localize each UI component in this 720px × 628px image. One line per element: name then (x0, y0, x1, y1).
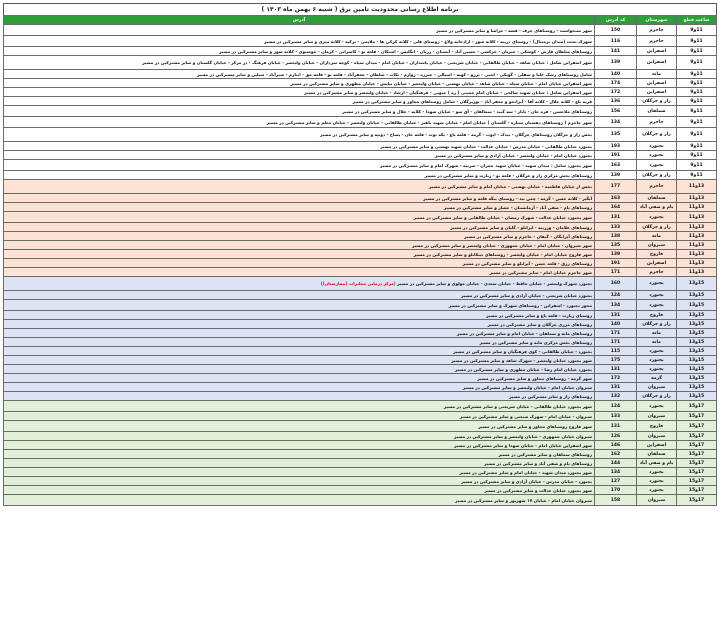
cell-time: 15و13 (677, 383, 717, 392)
cell-city: بجنورد (637, 151, 677, 160)
cell-address: روستاهای بام و صفی آباد و سایر مشترکین در مسیر (4, 459, 595, 468)
cell-time: 17و15 (677, 421, 717, 432)
cell-code: 163 (595, 194, 637, 203)
cell-address: شهر بجنورد خیابان ولیعصر - شهرک شاهد و سایر مشترکین در مسیر (4, 356, 595, 365)
cell-address: شهر بجنورد شامل : میدان شهید - خیابان شهید چمران - سرتپه - شهرک امام و سایر مشترکین در مسیر (4, 160, 595, 171)
cell-code: 140 (595, 320, 637, 329)
cell-time: 15و13 (677, 277, 717, 291)
cell-time: 13و11 (677, 250, 717, 259)
cell-time: 15و13 (677, 347, 717, 356)
cell-address: شهر گرمه - روستاهای مجاور و سایر مشترکین در مسیر (4, 374, 595, 383)
cell-code: 131 (595, 212, 637, 223)
cell-city: اسفراین (637, 56, 677, 70)
table-row (4, 338, 717, 347)
table-row (4, 459, 717, 468)
cell-code: 156 (595, 106, 637, 117)
cell-time: 15و13 (677, 291, 717, 300)
cell-city: راز و جرگلان (637, 97, 677, 106)
cell-city: بام و صفی آباد (637, 459, 677, 468)
cell-code: 158 (595, 495, 637, 506)
table-row (4, 142, 717, 151)
cell-code: 139 (595, 56, 637, 70)
cell-address: شهر فاروج خیابان امام - خیابان ولیعصر - روستاهای تیتکانلو و سایر مشترکین در مسیر (4, 250, 595, 259)
cell-code: 171 (595, 268, 637, 277)
cell-code: 131 (595, 383, 637, 392)
cell-time: 13و11 (677, 194, 717, 203)
table-row (4, 70, 717, 79)
cell-time: 17و15 (677, 412, 717, 421)
cell-address: شیروان - خیابان امام - شهرک صنعتی و سایر مشترکین در مسیر (4, 412, 595, 421)
cell-code: 134 (595, 468, 637, 477)
table-row (4, 347, 717, 356)
cell-address: شهرک بعثت (میدان ترمینال) - روستای درینه - کلاته شور - ازادخانه ولاغ - روستای قلی - کلاته کرکی ها - ملایمی - ترکیه - کلاته میری و سایر مشترکین در مسیر (4, 36, 595, 47)
table-row (4, 151, 717, 160)
cell-time: 13و11 (677, 268, 717, 277)
cell-city: مانه (637, 232, 677, 241)
table-row (4, 365, 717, 374)
cell-city: شیروان (637, 432, 677, 441)
table-row (4, 468, 717, 477)
cell-time: 11و9 (677, 97, 717, 106)
header-city: شهرستان (637, 16, 677, 25)
table-row (4, 88, 717, 97)
cell-city: بجنورد (637, 277, 677, 291)
cell-code: 136 (595, 97, 637, 106)
cell-time: 17و15 (677, 450, 717, 459)
cell-city: سملقان (637, 450, 677, 459)
cell-code: 135 (595, 128, 637, 142)
cell-city: سملقان (637, 106, 677, 117)
cell-city: مانه (637, 338, 677, 347)
cell-time: 17و15 (677, 468, 717, 477)
cell-code: 139 (595, 250, 637, 259)
table-row (4, 441, 717, 450)
cell-city: بجنورد (637, 401, 677, 412)
cell-address: شهر بجنورد میدان شهید - خیابان امام و سایر مشترکین در مسیر (4, 468, 595, 477)
cell-code: 164 (595, 203, 637, 212)
cell-city: بجنورد (637, 160, 677, 171)
cell-time: 15و13 (677, 356, 717, 365)
table-header-row (4, 16, 717, 25)
table-row (4, 486, 717, 495)
cell-time: 11و9 (677, 151, 717, 160)
cell-city: اسفراین (637, 259, 677, 268)
table-row (4, 171, 717, 180)
cell-code: 133 (595, 223, 637, 232)
cell-address: شهر جاجرم خیابان امام - سایر مشترکین در مسیر (4, 268, 595, 277)
cell-code: 127 (595, 477, 637, 486)
table-row (4, 79, 717, 88)
outage-table (3, 15, 717, 506)
table-row (4, 36, 717, 47)
table-row (4, 180, 717, 194)
cell-code: 150 (595, 25, 637, 36)
cell-city: بجنورد (637, 365, 677, 374)
table-row (4, 356, 717, 365)
cell-time: 11و9 (677, 128, 717, 142)
cell-time: 15و13 (677, 365, 717, 374)
cell-address: روستاهای زرق - قلعه حسن - آیرانلو و سایر مشترکین در مسیر (4, 259, 595, 268)
cell-address: بخش از خیابان فاطمیه - خیابان بهشتی - خیابان امام و سایر مشترکین در مسیر (4, 180, 595, 194)
cell-time: 11و9 (677, 47, 717, 56)
cell-time: 17و15 (677, 401, 717, 412)
cell-code: 170 (595, 486, 637, 495)
outage-schedule-page (3, 3, 717, 506)
cell-address: روستاهای مرزی جرگلان و سایر مشترکین در مسیر (4, 320, 595, 329)
cell-address: بجنورد خیابان امام رضا - خیابان مطهری و سایر مشترکین در مسیر (4, 365, 595, 374)
cell-time: 11و9 (677, 56, 717, 70)
cell-address: بجنورد خیابان شریعتی - خیابان آزادی و سایر مشترکین در مسیر (4, 291, 595, 300)
table-row (4, 311, 717, 320)
cell-time: 11و9 (677, 36, 717, 47)
cell-address: شیروان خیابان امام - خیابان ۱۷ شهریور و سایر مشترکین در مسیر (4, 495, 595, 506)
cell-city: بجنورد (637, 477, 677, 486)
cell-code: 171 (595, 329, 637, 338)
highlight-note: (مرکز درمانی مخابرات (بیمارستان)) (320, 281, 398, 286)
cell-city: شیروان (637, 241, 677, 250)
cell-time: 13و11 (677, 259, 717, 268)
cell-code: 115 (595, 347, 637, 356)
table-row (4, 47, 717, 56)
cell-city: بام و صفی آباد (637, 203, 677, 212)
table-row (4, 232, 717, 241)
cell-time: 11و9 (677, 160, 717, 171)
cell-city: اسفراین (637, 88, 677, 97)
cell-time: 13و11 (677, 212, 717, 223)
cell-time: 17و15 (677, 459, 717, 468)
cell-address: شهر اسفراین خیابان امام - خیابان شهدا و سایر مشترکین در مسیر (4, 441, 595, 450)
cell-address: شهر بجنورد خیابان عدالت و سایر مشترکین در مسیر (4, 486, 595, 495)
cell-address: شهر اسفراین شامل : خیابان شاهد - خیابان طالقانی - خیابان شریعتی - خیابان پاسداران - خیابان امام - میدان سپاه - کوچه سرداران - خیابان ولیعصر - خیابان فرهنگ - در مرکز - خیابان گلستان و سایر مشترکین در مسیر (4, 56, 595, 70)
cell-time: 13و11 (677, 232, 717, 241)
cell-time: 17و15 (677, 486, 717, 495)
table-row (4, 477, 717, 486)
cell-city: شیروان (637, 495, 677, 506)
cell-city: جاجرم (637, 25, 677, 36)
cell-code: 171 (595, 338, 637, 347)
cell-city: اسفراین (637, 47, 677, 56)
cell-city: جاجرم (637, 36, 677, 47)
cell-address: روستاهای ملاحسن - قره خان - تاتار - سه گنبد - سمالقان - آق سو - خیابان شهدا - کلاته - جلال و سایر مشترکین در مسیر (4, 106, 595, 117)
table-row (4, 374, 717, 383)
cell-time: 11و9 (677, 171, 717, 180)
cell-address: بجنورد - خیابان طالقانی - کوی فرهنگیان و سایر مشترکین در مسیر (4, 347, 595, 356)
cell-city: مانه (637, 329, 677, 338)
table-row (4, 160, 717, 171)
cell-address: بجنورد - خیابان مدرس - خیابان آزادی و سایر مشترکین در مسیر (4, 477, 595, 486)
cell-code: 139 (595, 171, 637, 180)
cell-code: 132 (595, 392, 637, 401)
cell-time: 13و11 (677, 223, 717, 232)
header-code: کد آدرس (595, 16, 637, 25)
cell-address: شهر اسفراین خیابان امام - خیابان سپاه - خیابان شاهد - خیابان بهشتی - خیابان ولیعصر - خیابان نیایش - خیابان مطهری و سایر مشترکین در مسیر (4, 79, 595, 88)
cell-time: 15و13 (677, 300, 717, 311)
cell-address: شهر فاروج روستاهای مجاور و سایر مشترکین در مسیر (4, 421, 595, 432)
table-row (4, 495, 717, 506)
table-row (4, 56, 717, 70)
cell-address: شهر جاجرم ( روستاهای دهستان ستاره - گلستان ) خیابان امام - خیابان شهید باهنر - خیابان طالقانی - خیابان ولیعصر - خیابان معلم و سایر مشترکین در مسیر (4, 117, 595, 128)
cell-address: شهر بجنورد خیابان عدالت - شهرک رمضان - خیابان طالقانی و سایر مشترکین در مسیر (4, 212, 595, 223)
cell-address: شهر سنخواست - روستاهای جرف - قشه - خراشا و سایر مشترکین در مسیر (4, 25, 595, 36)
cell-time: 11و9 (677, 117, 717, 128)
cell-code: 191 (595, 151, 637, 160)
cell-time: 17و15 (677, 495, 717, 506)
cell-city: اسفراین (637, 441, 677, 450)
cell-address: روستاهای غلامان - ورزینه - ایرانلو - گلیان و سایر مشترکین در مسیر (4, 223, 595, 232)
cell-address: شهر بجنورد خیابان طالقانی - خیابان شریعتی و سایر مشترکین در مسیر (4, 401, 595, 412)
table-row (4, 320, 717, 329)
cell-code: 163 (595, 160, 637, 171)
cell-code: 138 (595, 232, 637, 241)
cell-address: محور بجنورد - اسفراین - روستاهای شهرک و سایر مشترکین در مسیر (4, 300, 595, 311)
cell-code: 131 (595, 365, 637, 374)
table-row (4, 268, 717, 277)
cell-city: گرمه (637, 374, 677, 383)
cell-city: جاجرم (637, 117, 677, 128)
cell-code: 124 (595, 401, 637, 412)
cell-time: 11و9 (677, 142, 717, 151)
cell-city: فاروج (637, 421, 677, 432)
table-row (4, 392, 717, 401)
table-row (4, 241, 717, 250)
header-time: ساعت قطع (677, 16, 717, 25)
cell-city: راز و جرگلان (637, 392, 677, 401)
cell-city: بجنورد (637, 356, 677, 365)
table-row (4, 432, 717, 441)
cell-code: 141 (595, 47, 637, 56)
cell-city: جاجرم (637, 268, 677, 277)
cell-code: 135 (595, 241, 637, 250)
cell-code: 174 (595, 79, 637, 88)
cell-time: 17و15 (677, 477, 717, 486)
cell-code: 172 (595, 374, 637, 383)
cell-code: 131 (595, 311, 637, 320)
cell-address: شهر اسفراین شامل : خیابان شهید صالحی - خیابان امام خمینی ( ره ) جنوبی - فرهنگیان - ارشاد - خیابان ولیعصر و سایر مشترکین در مسیر (4, 88, 595, 97)
cell-city: فاروج (637, 311, 677, 320)
table-body (4, 25, 717, 506)
table-row (4, 97, 717, 106)
table-row (4, 117, 717, 128)
cell-city: راز و جرگلان (637, 128, 677, 142)
cell-city: جاجرم (637, 180, 677, 194)
cell-address: بجنورد خیابان طالقانی - خیابان مدرس - خیابان عدالت - خیابان شهید بهشتی و سایر مشترکین در مسیر (4, 142, 595, 151)
cell-time: 15و13 (677, 329, 717, 338)
table-row (4, 128, 717, 142)
table-row (4, 450, 717, 459)
cell-address: شهر شیروان - خیابان امام - خیابان جمهوری - خیابان ولیعصر و سایر مشترکین در مسیر (4, 241, 595, 250)
table-row (4, 300, 717, 311)
table-row (4, 291, 717, 300)
cell-code: 177 (595, 180, 637, 194)
cell-code: 160 (595, 277, 637, 291)
cell-city: بجنورد (637, 212, 677, 223)
cell-address: بجنورد شهرک ولیعصر - خیابان حافظ - خیابان سعدی - خیابان مولوی و سایر مشترکین در مسیر (مرکز درمانی مخابرات (بیمارستان)) (4, 277, 595, 291)
cell-time: 11و9 (677, 79, 717, 88)
table-row (4, 401, 717, 412)
cell-time: 13و11 (677, 203, 717, 212)
cell-time: 13و11 (677, 241, 717, 250)
cell-city: اسفراین (637, 79, 677, 88)
cell-city: بجنورد (637, 300, 677, 311)
cell-time: 17و15 (677, 432, 717, 441)
table-row (4, 203, 717, 212)
cell-time: 15و13 (677, 311, 717, 320)
cell-address: شیروان خیابان امام - خیابان ولیعصر و سایر مشترکین در مسیر (4, 383, 595, 392)
table-row (4, 212, 717, 223)
cell-address: روستاهای سلطان فارس - کوشکی - خیرتان - خرکشی - حسین آباد - آبستان - زرتان - انگلیس - استکان - قلعه نو - کاسرابی - کرمان - خوشبوی - کلاته شور و سایر مشترکین در مسیر (4, 47, 595, 56)
cell-time: 13و11 (677, 180, 717, 194)
cell-time: 15و13 (677, 338, 717, 347)
cell-time: 15و13 (677, 320, 717, 329)
cell-address: شیروان خیابان جمهوری - خیابان ولیعصر و سایر مشترکین در مسیر (4, 432, 595, 441)
cell-city: سملقان (637, 194, 677, 203)
cell-time: 11و9 (677, 88, 717, 97)
cell-code: 146 (595, 441, 637, 450)
cell-address: بجنورد خیابان امام - خیابان ولیعصر - خیابان آزادی و سایر مشترکین در مسیر (4, 151, 595, 160)
cell-code: 144 (595, 459, 637, 468)
cell-city: بجنورد (637, 291, 677, 300)
table-row (4, 25, 717, 36)
cell-address: روستاهای بخش مرکزی راز و جرگلان - قلعه نو - زیارت و سایر مشترکین در مسیر (4, 171, 595, 180)
cell-code: 116 (595, 36, 637, 47)
cell-address: روستاهای بخش مرکزی مانه و سایر مشترکین در مسیر (4, 338, 595, 347)
cell-address: روستاهای سملقان و سایر مشترکین در مسیر (4, 450, 595, 459)
cell-address: قریه باغ - کلاته جلال - کلاته آقا - آیرانخو و جعفر آباد - بوربرگلان - شامل روستاهای مجاور و سایر مشترکین در مسیر (4, 97, 595, 106)
cell-city: بجنورد (637, 486, 677, 495)
page-title: برنامه اطلاع رسانی محدودیت تامین برق ( شنبه ۶ بهمن ماه ۱۴۰۳ ) (3, 3, 717, 15)
table-row (4, 421, 717, 432)
cell-code: 162 (595, 450, 637, 459)
cell-address: روستاهای آیرانگان - گیفان - جاجرم و سایر مشترکین در مسیر (4, 232, 595, 241)
cell-city: شیروان (637, 383, 677, 392)
cell-code: 172 (595, 88, 637, 97)
cell-code: 134 (595, 300, 637, 311)
cell-code: 193 (595, 142, 637, 151)
cell-address: روستاهای راز و سایر مشترکین در مسیر (4, 392, 595, 401)
table-row (4, 194, 717, 203)
cell-time: 11و9 (677, 106, 717, 117)
cell-address: شامل روستاهای رشک علیا و سفلی - گونکی - لجنی - برزو - کهنه - اسپالی - جبرزه - زوارم - تکاب - سلطان - جعفرآباد - قلعه نو - قلعه جق - انبارم - شیرآباد - سیلین و سایر مشترکین در مسیر (4, 70, 595, 79)
cell-time: 15و13 (677, 392, 717, 401)
cell-code: 175 (595, 356, 637, 365)
cell-time: 17و15 (677, 441, 717, 450)
cell-city: فاروج (637, 250, 677, 259)
cell-city: بجنورد (637, 142, 677, 151)
cell-city: راز و جرگلان (637, 320, 677, 329)
header-address: آدرس (4, 16, 595, 25)
table-row (4, 106, 717, 117)
table-row (4, 223, 717, 232)
cell-code: 124 (595, 291, 637, 300)
table-row (4, 329, 717, 338)
cell-code: 140 (595, 70, 637, 79)
cell-time: 11و9 (677, 70, 717, 79)
cell-code: 131 (595, 421, 637, 432)
cell-code: 134 (595, 117, 637, 128)
cell-code: 133 (595, 412, 637, 421)
table-row (4, 277, 717, 291)
cell-city: شیروان (637, 412, 677, 421)
cell-city: راز و جرگلان (637, 171, 677, 180)
cell-time: 15و13 (677, 374, 717, 383)
cell-time: 11و9 (677, 25, 717, 36)
table-row (4, 259, 717, 268)
table-row (4, 412, 717, 421)
table-row (4, 383, 717, 392)
cell-city: بجنورد (637, 347, 677, 356)
cell-city: بجنورد (637, 468, 677, 477)
cell-address: روستاهای بام - صفی آباد - آرمانستان - حصار و سایر مشترکین در مسیر (4, 203, 595, 212)
cell-code: 191 (595, 259, 637, 268)
table-row (4, 250, 717, 259)
cell-address: بخش راز و جرگلان روستاهای جرگلان - بیدک - ایوب - گرمه - قلعه باغ - یکه توت - قلعه خان - پساخ - دوتپه و سایر مشترکین در مسیر (4, 128, 595, 142)
cell-address: روستای زیارت - قلعه باغ و سایر مشترکین در مسیر (4, 311, 595, 320)
cell-city: مانه (637, 70, 677, 79)
cell-address: آبگیر - کلاته حسن - گرمه - چمن بید - روستای ینگه قلعه و سایر مشترکین در مسیر (4, 194, 595, 203)
cell-code: 126 (595, 432, 637, 441)
cell-address: روستاهای مانه و سملقان - خیابان امام و سایر مشترکین در مسیر (4, 329, 595, 338)
cell-city: راز و جرگلان (637, 223, 677, 232)
